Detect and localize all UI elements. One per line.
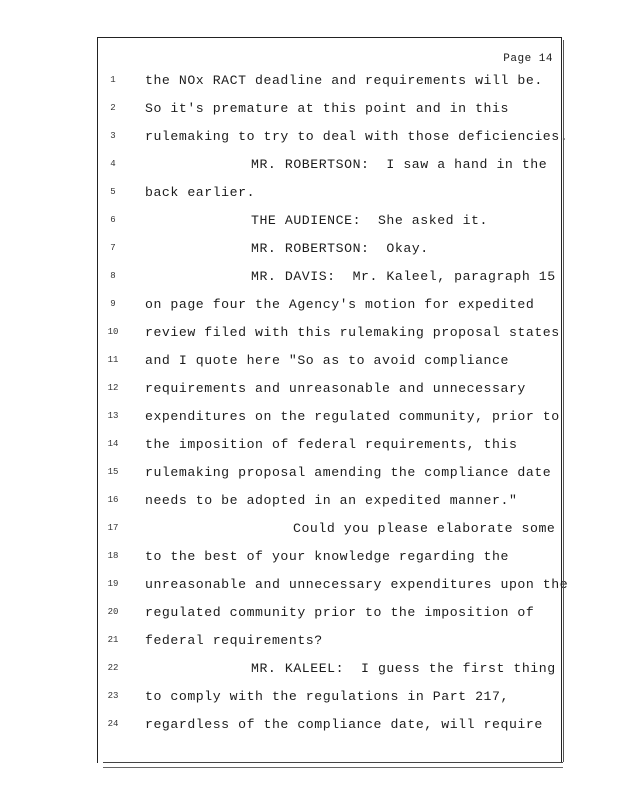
line-text: and I quote here "So as to avoid compliance [145,353,509,368]
transcript-line [98,575,569,595]
transcript-line [98,547,561,567]
transcript-line [98,351,561,371]
transcript-line [98,71,561,91]
line-text: back earlier. [145,185,256,200]
line-number: 21 [107,635,119,645]
line-text: requirements and unreasonable and unnecessary [145,381,526,396]
line-text: regulated community prior to the imposition of [145,605,535,620]
transcript-line [98,211,561,231]
line-number: 24 [107,719,119,729]
transcript-line [98,323,561,343]
line-number: 15 [107,467,119,477]
line-text: rulemaking proposal amending the compliance date [145,465,552,480]
line-text: the NOx RACT deadline and requirements will be. [145,73,543,88]
transcript-line [98,603,561,623]
line-number: 14 [107,439,119,449]
line-text: to the best of your knowledge regarding the [145,549,509,564]
transcript-line [98,519,561,539]
line-text: THE AUDIENCE: She asked it. [251,213,488,228]
line-number: 18 [107,551,119,561]
page-edge-bottom [103,762,563,768]
line-number: 7 [110,243,116,253]
transcript-line [98,687,561,707]
transcript-line [98,267,561,287]
line-text: So it's premature at this point and in this [145,101,509,116]
transcript-line [98,715,561,735]
line-number: 22 [107,663,119,673]
line-number: 17 [107,523,119,533]
transcript-line [98,99,561,119]
line-number: 20 [107,607,119,617]
transcript-line [98,631,561,651]
line-text: regardless of the compliance date, will require [145,717,543,732]
line-number: 13 [107,411,119,421]
line-text: unreasonable and unnecessary expenditures upon the [145,577,569,592]
transcript-line [98,239,561,259]
transcript-line [98,659,561,679]
line-text: to comply with the regulations in Part 217, [145,689,509,704]
transcript-line [98,463,561,483]
line-text: MR. DAVIS: Mr. Kaleel, paragraph 15 [251,269,556,284]
page-edge-right [560,40,564,762]
line-number: 10 [107,327,119,337]
line-text: MR. ROBERTSON: I saw a hand in the [251,157,548,172]
line-text: rulemaking to try to deal with those deficiencies. [145,129,569,144]
transcript-page [97,37,569,763]
line-number: 19 [107,579,119,589]
transcript-line [98,407,561,427]
line-text: Could you please elaborate some [293,521,556,536]
line-number: 1 [110,75,116,85]
line-text: review filed with this rulemaking proposal states [145,325,560,340]
transcript-line [98,183,561,203]
line-number: 16 [107,495,119,505]
transcript-line [98,379,561,399]
line-number: 2 [110,103,116,113]
transcript-line [98,127,569,147]
transcript-line [98,491,561,511]
line-number: 12 [107,383,119,393]
transcript-line [98,155,561,175]
line-number: 11 [107,355,119,365]
line-text: MR. KALEEL: I guess the first thing [251,661,556,676]
line-number: 5 [110,187,116,197]
line-text: on page four the Agency's motion for expedited [145,297,535,312]
line-text: needs to be adopted in an expedited manner." [145,493,518,508]
line-number: 4 [110,159,116,169]
line-number: 8 [110,271,116,281]
transcript-line [98,295,561,315]
transcript-line [98,435,561,455]
line-number: 3 [110,131,116,141]
line-text: MR. ROBERTSON: Okay. [251,241,429,256]
line-number: 23 [107,691,119,701]
line-number: 9 [110,299,116,309]
line-text: federal requirements? [145,633,323,648]
line-text: expenditures on the regulated community, prior to [145,409,560,424]
page-number: Page 14 [503,53,553,65]
line-text: the imposition of federal requirements, this [145,437,518,452]
line-number: 6 [110,215,116,225]
